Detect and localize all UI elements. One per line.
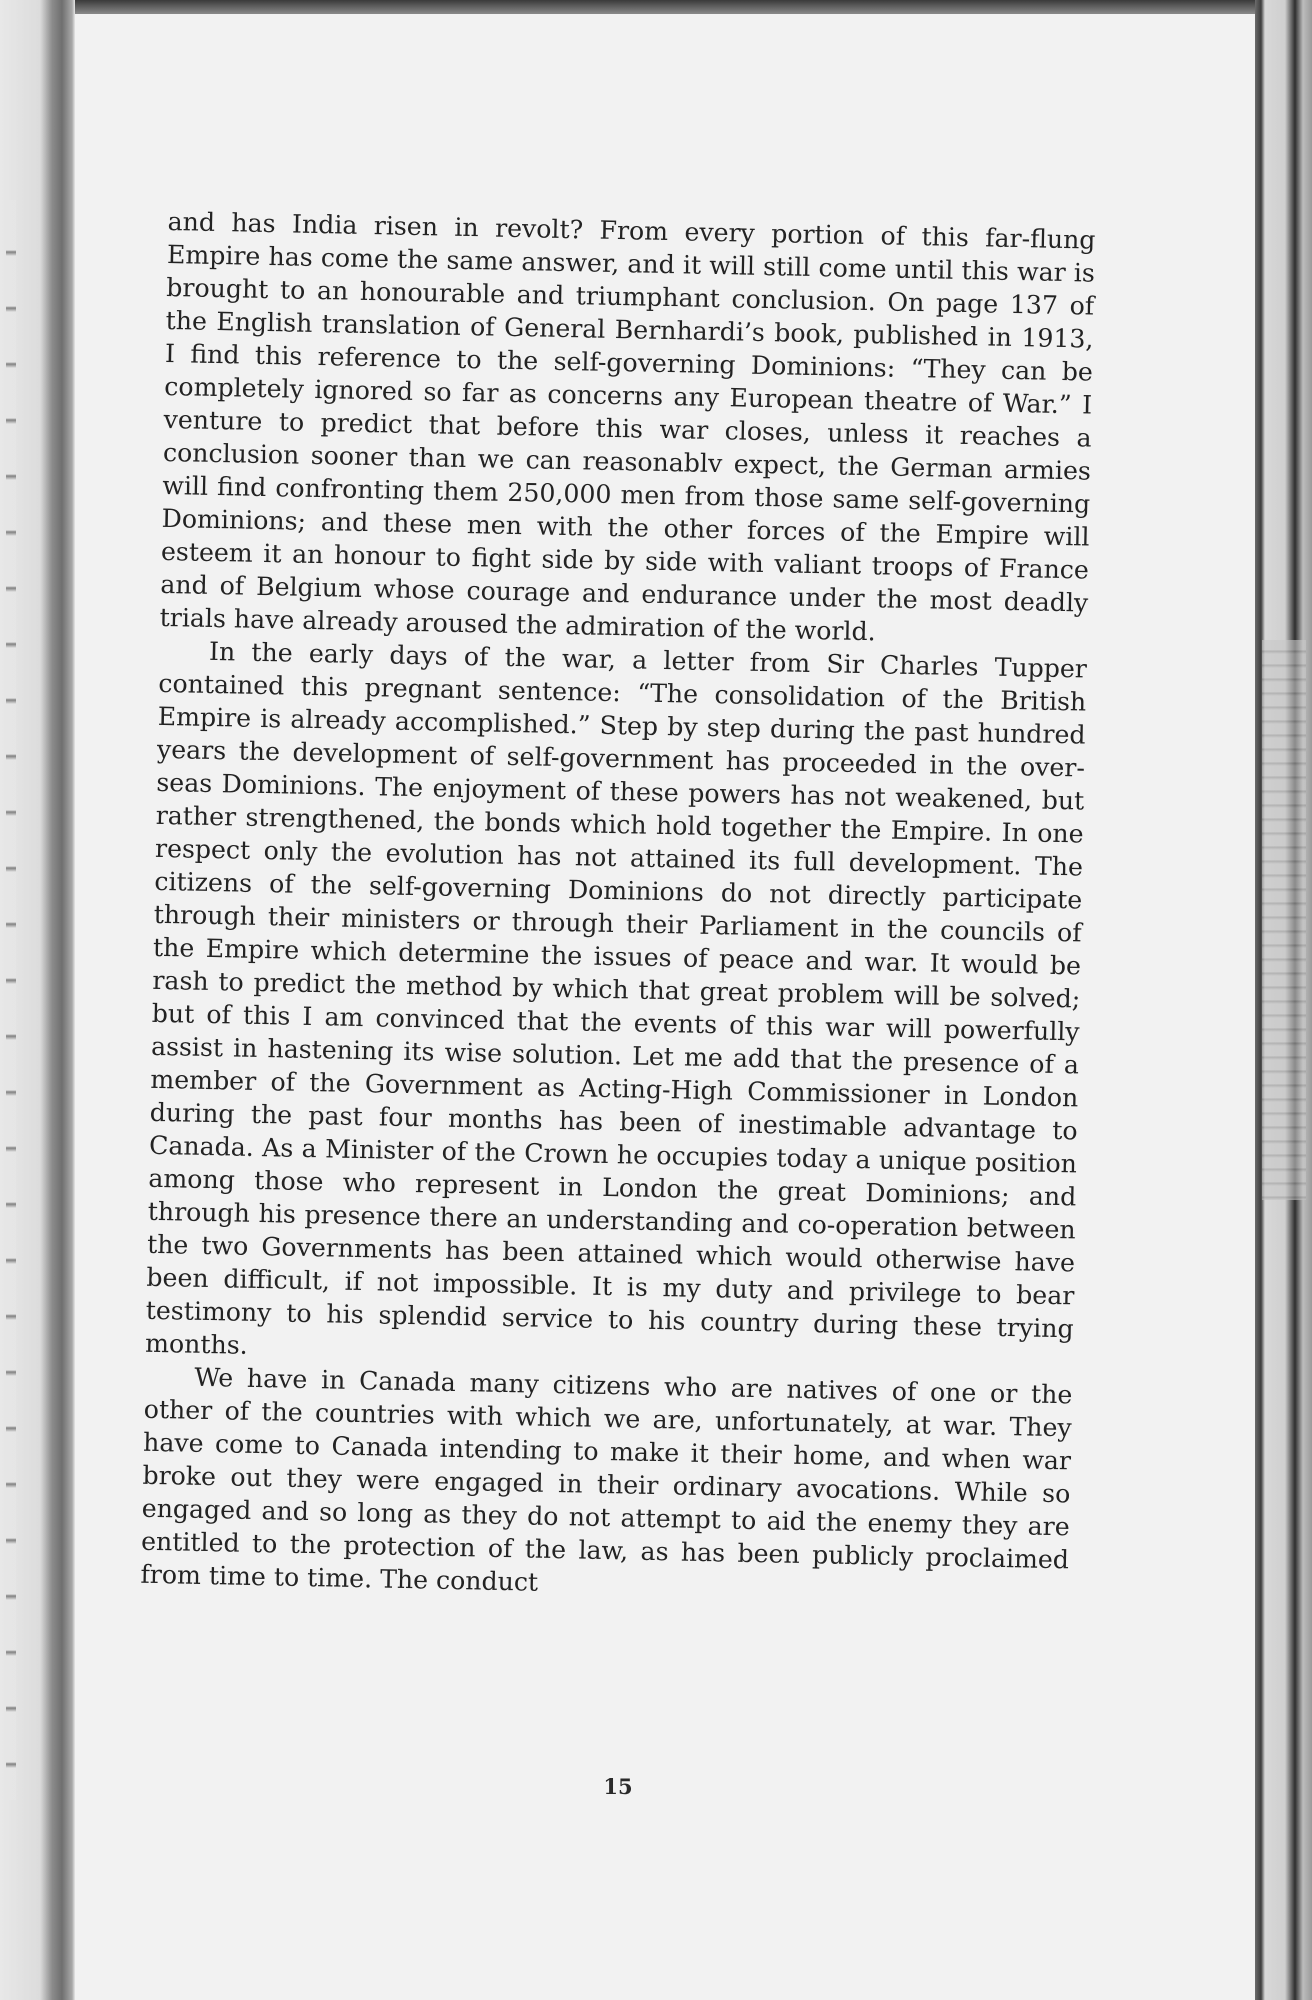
- body-text: [140, 205, 1096, 1609]
- left-facing-page-margin: [6, 200, 16, 1800]
- library-stamp-edge: [1262, 640, 1306, 1200]
- page-number: 15: [603, 1774, 633, 1799]
- paragraph-1: and has India risen in revolt? From every portion of this far-flung Empire has come the same answer, and it will still come until this war is brought to an honourable and triumphant conclusion. On page 137 of the English translation of General Bernhardi’s book, published in 1913, I find this reference to the self-governing Dominions: “They can be completely ignored so far as concerns any European theatre of War.” I venture to predict that before this war closes, unless it reaches a conclusion sooner than we can reasonablv expect, the German armies will find confronting them 250,000 men from those same self-governing Dominions; and these men with the other forces of the Empire will esteem it an honour to fight side by side with valiant troops of France and of Belgium whose courage and endurance under the most deadly trials have already aroused the admiration of the world.: [159, 206, 1096, 647]
- top-shadow: [0, 0, 1312, 14]
- paragraph-3: We have in Canada many citizens who are natives of one or the other of the countries with which we are, unfortunately, at war. They have come to Canada intending to make it their home, and when war broke out they were engaged in their ordinary avocations. While so engaged and so long as they do not attempt to aid the enemy they are entitled to the protection of the law, as has been publicly proclaimed from time to time. The conduct: [140, 1362, 1073, 1597]
- paragraph-2: In the early days of the war, a letter from Sir Charles Tupper contained this pregnant sentence: “The consolidation of the British Empire is already accomplished.” Step by step during the past hundred years the development of self-government has proceeded in the over-seas Dominions. The enjoyment of these powers has not weakened, but rather strengthened, the bonds which hold together the Empire. In one respect only the evolution has not attained its full development. The citizens of the self-governing Dominions do not directly participate through their ministers or through their Parliament in the councils of the Empire which determine the issues of peace and war. It would be rash to predict the method by which that great problem will be solved; but of this I am convinced that the events of this war will powerfully assist in hastening its wise solution. Let me add that the presence of a member of the Government as Acting-High Commissioner in London during the past four months has been of inestimable advantage to Canada. As a Minister of the Crown he occupies today a unique position among those who represent in London the great Dominions; and through his presence there an understanding and co-operation between the two Governments has been attained which would otherwise have been difficult, if not impossible. It is my duty and privilege to bear testimony to his splendid service to his country during these trying months.: [144, 636, 1088, 1360]
